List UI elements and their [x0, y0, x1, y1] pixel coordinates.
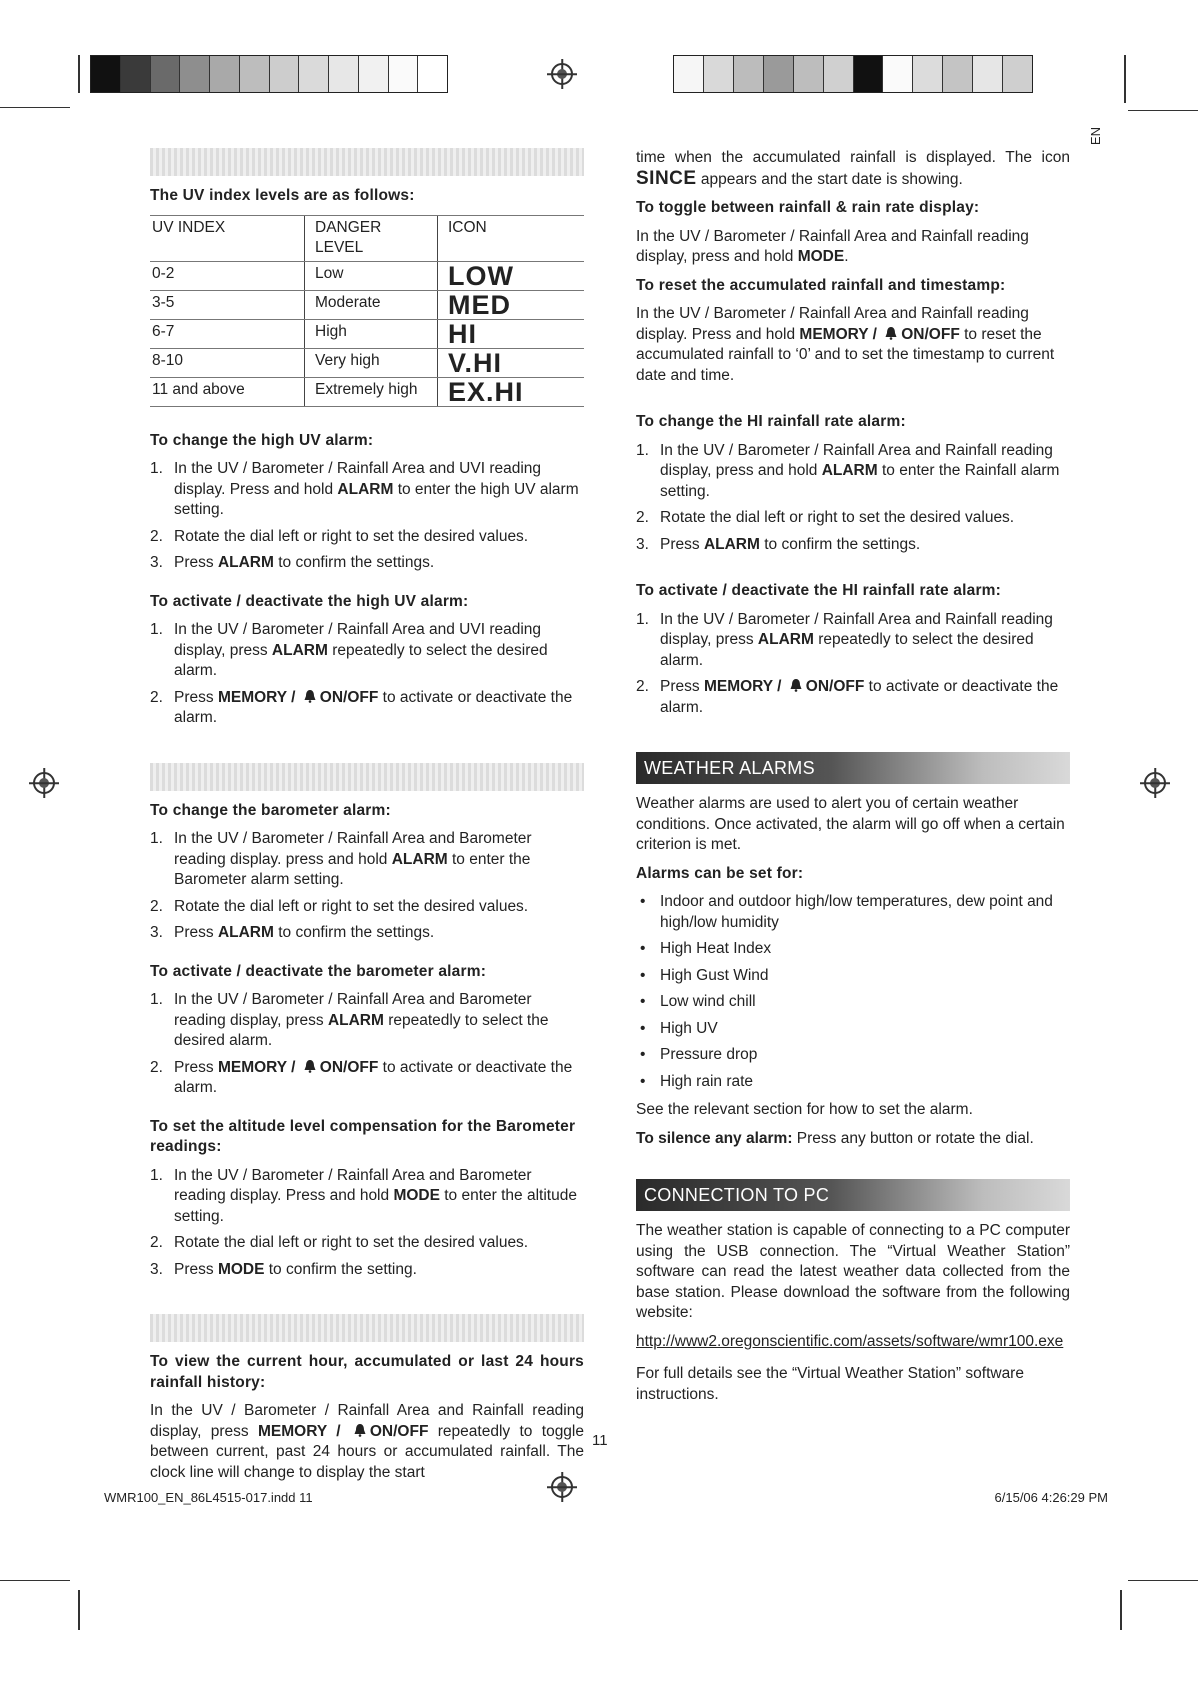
alarms-set-title: Alarms can be set for: — [636, 864, 804, 882]
list-item — [636, 610, 1070, 672]
barometer-section-header — [150, 763, 584, 791]
step-key: ON/OFF — [319, 688, 379, 706]
uv-index-cell: 3-5 — [150, 290, 305, 319]
uv-alarm-title: To change the high UV alarm: — [150, 431, 374, 449]
list-item: • Low wind chill — [636, 992, 1070, 1013]
rain-activate-title: To activate / deactivate the HI rainfall rate alarm: — [636, 582, 1002, 599]
table-row — [150, 377, 584, 406]
uv-index-cell: 11 and above — [150, 377, 305, 406]
step-key: MODE — [217, 1260, 265, 1278]
list-item — [150, 923, 584, 944]
baro-alarm-title: To change the barometer alarm: — [150, 801, 391, 819]
step-key: ALARM — [391, 850, 448, 868]
uv-activate-steps — [150, 620, 584, 729]
list-item — [150, 1058, 584, 1099]
step-number: 1. — [150, 460, 163, 477]
table-header-row — [150, 215, 584, 261]
uv-icon-cell: HI — [438, 319, 585, 348]
step-key: ALARM — [217, 554, 274, 571]
body-text: time when the accumulated rainfall is displayed. The icon — [636, 149, 1070, 166]
step-text: In the UV / Barometer / Rainfall Area and UVI reading display. Press and hold — [174, 460, 542, 498]
list-item — [150, 1166, 584, 1228]
crop-mark — [1128, 110, 1198, 111]
crop-mark — [0, 107, 70, 108]
list-item: • High Heat Index — [636, 939, 1070, 960]
step-text: Press — [174, 924, 218, 941]
uv-icon-cell: LOW — [438, 261, 585, 290]
step-number: 2. — [150, 1234, 163, 1251]
step-text: to activate or deactivate the alarm. — [660, 678, 1059, 716]
uv-index-cell: 0-2 — [150, 261, 305, 290]
step-number: 2. — [150, 688, 163, 706]
body-text: Press any button or rotate the dial. — [792, 1129, 1034, 1147]
step-key: ALARM — [337, 480, 394, 498]
connection-header: CONNECTION TO PC — [636, 1179, 1070, 1211]
step-text: to activate or deactivate the alarm. — [174, 688, 573, 726]
altitude-title: To set the altitude level compensation for the Barometer readings: — [150, 1117, 576, 1155]
uv-icon-cell: EX.HI — [438, 377, 585, 406]
rain-view-title: To view the current hour, accumulated or last 24 hours rainfall history: — [150, 1353, 584, 1391]
alarm-bell-icon — [789, 678, 803, 692]
step-text: to enter the high UV alarm setting. — [174, 480, 579, 518]
list-item: • Indoor and outdoor high/low temperatures, dew point and high/low humidity — [636, 892, 1070, 933]
danger-level-cell: Moderate — [305, 290, 438, 319]
key-label: To silence any alarm: — [636, 1129, 793, 1147]
crop-mark — [78, 55, 80, 93]
key-label: ON/OFF — [901, 325, 960, 343]
registration-strip-right — [673, 55, 1033, 93]
reset-title: To reset the accumulated rainfall and timestamp: — [636, 276, 1006, 294]
full-details: For full details see the “Virtual Weather Station” software instructions. — [636, 1365, 1024, 1403]
uv-activate-title: To activate / deactivate the high UV alarm: — [150, 592, 469, 610]
crop-mark — [1124, 55, 1126, 103]
danger-level-cell: Extremely high — [305, 377, 438, 406]
reset-text — [636, 304, 1070, 386]
step-number: 1. — [636, 610, 649, 628]
registration-mark-right-icon — [1144, 772, 1166, 794]
step-text: In the UV / Barometer / Rainfall Area and Rainfall reading display, press — [660, 610, 1053, 648]
rain-alarm-title: To change the HI rainfall rate alarm: — [636, 413, 906, 430]
step-key: ON/OFF — [805, 678, 865, 695]
software-link[interactable]: http://www2.oregonscientific.com/assets/software/wmr100.exe — [636, 1332, 1064, 1350]
step-number: 1. — [150, 830, 163, 847]
weather-alarms-intro: Weather alarms are used to alert you of certain weather conditions. Once activated, the alarm will go off when a certain criterion is met. — [636, 795, 1065, 853]
step-text: Press — [174, 1260, 218, 1278]
weather-alarms-header: WEATHER ALARMS — [636, 752, 1070, 784]
step-text: to confirm the setting. — [264, 1260, 417, 1278]
uv-icon-cell: MED — [438, 290, 585, 319]
list-item — [636, 508, 1070, 529]
crop-mark — [1128, 1580, 1198, 1581]
key-label: MEMORY / — [799, 325, 882, 343]
step-key: MEMORY / — [217, 688, 300, 706]
footer-date: 6/15/06 4:26:29 PM — [994, 1490, 1108, 1505]
crop-mark — [1120, 1590, 1122, 1630]
step-number: 3. — [150, 924, 163, 941]
step-text: Press — [174, 688, 218, 706]
key-label: MEMORY / — [257, 1422, 350, 1440]
baro-activate-title: To activate / deactivate the barometer alarm: — [150, 962, 487, 980]
list-item — [150, 527, 584, 548]
step-text: Press — [174, 554, 218, 571]
silence-text — [636, 1129, 1070, 1150]
step-text: to enter the altitude setting. — [174, 1187, 577, 1225]
table-row — [150, 261, 584, 290]
step-key: ALARM — [271, 641, 328, 659]
body-text: In the UV / Barometer / Rainfall Area and Rainfall reading display. Press and hold — [636, 305, 1029, 343]
step-key: ON/OFF — [319, 1058, 379, 1076]
step-text: Press — [660, 678, 704, 695]
rainfall-section-header — [150, 1314, 584, 1342]
key-label: MODE — [797, 248, 845, 265]
page-number: 11 — [592, 1432, 608, 1449]
crop-mark — [78, 1590, 80, 1630]
step-number: 2. — [150, 897, 163, 915]
body-text: In the UV / Barometer / Rainfall Area and Rainfall reading display, press and hold — [636, 227, 1029, 265]
left-column — [150, 148, 584, 1491]
alarm-bell-icon — [303, 689, 317, 703]
step-number: 1. — [150, 1166, 163, 1184]
step-text: Rotate the dial left or right to set the desired values. — [660, 509, 1015, 526]
step-text: to activate or deactivate the alarm. — [174, 1058, 573, 1096]
list-item — [150, 620, 584, 682]
step-text: repeatedly to select the desired alarm. — [174, 641, 548, 679]
step-text: Rotate the dial left or right to set the desired values. — [174, 1234, 529, 1251]
uv-index-cell: 6-7 — [150, 319, 305, 348]
uv-section-header — [150, 148, 584, 176]
list-item — [636, 677, 1070, 718]
danger-level-cell: Very high — [305, 348, 438, 377]
step-key: ALARM — [327, 1011, 384, 1029]
list-item: • High rain rate — [636, 1072, 1070, 1093]
step-number: 3. — [150, 554, 163, 571]
list-item — [636, 441, 1070, 503]
step-key: MODE — [393, 1187, 440, 1204]
baro-activate-steps — [150, 990, 584, 1099]
body-text: In the UV / Barometer / Rainfall Area and Rainfall reading display, press — [150, 1402, 584, 1440]
toggle-title: To toggle between rainfall & rain rate display: — [636, 199, 980, 216]
registration-mark-top-icon — [551, 63, 573, 85]
step-text: Rotate the dial left or right to set the desired values. — [174, 527, 529, 545]
uv-intro: The UV index levels are as follows: — [150, 187, 415, 204]
uv-index-cell: 8-10 — [150, 348, 305, 377]
step-number: 2. — [636, 678, 649, 695]
step-number: 2. — [636, 509, 649, 526]
table-header: DANGER LEVEL — [305, 215, 438, 261]
table-row — [150, 290, 584, 319]
list-item — [150, 990, 584, 1052]
step-number: 1. — [150, 991, 163, 1008]
language-tab: EN — [1088, 127, 1103, 146]
list-item — [150, 829, 584, 891]
body-text: . — [844, 248, 849, 265]
list-item — [636, 535, 1070, 556]
table-row — [150, 319, 584, 348]
list-item — [150, 553, 584, 574]
step-key: MEMORY / — [217, 1058, 300, 1076]
uv-index-table — [150, 215, 584, 407]
see-relevant: See the relevant section for how to set the alarm. — [636, 1101, 973, 1118]
table-row — [150, 348, 584, 377]
step-number: 3. — [150, 1260, 163, 1278]
registration-mark-left-icon — [33, 772, 55, 794]
crop-mark — [0, 1580, 70, 1581]
table-header: UV INDEX — [150, 215, 305, 261]
continued-text — [636, 148, 1070, 190]
key-label: ON/OFF — [369, 1422, 429, 1440]
rain-view-text — [150, 1401, 584, 1483]
step-key: ALARM — [217, 924, 274, 941]
rain-alarm-steps — [636, 441, 1070, 556]
alarm-bell-icon — [884, 326, 898, 340]
rain-activate-steps — [636, 610, 1070, 719]
step-text: Press — [174, 1058, 218, 1076]
alarm-bell-icon — [353, 1423, 367, 1437]
baro-alarm-steps — [150, 829, 584, 944]
step-key: ALARM — [703, 535, 760, 553]
step-text: to confirm the settings. — [273, 924, 435, 941]
list-item — [150, 1260, 584, 1281]
step-number: 2. — [150, 527, 163, 545]
step-text: In the UV / Barometer / Rainfall Area and Barometer reading display. Press and hold — [174, 1166, 532, 1204]
danger-level-cell: Low — [305, 261, 438, 290]
alarm-bell-icon — [303, 1059, 317, 1073]
step-key: ALARM — [757, 631, 814, 648]
step-number: 1. — [150, 621, 163, 638]
alarms-list — [636, 892, 1070, 1092]
step-text: to confirm the settings. — [273, 554, 435, 571]
footer-file: WMR100_EN_86L4515-017.indd 11 — [104, 1490, 313, 1505]
uv-icon-cell: V.HI — [438, 348, 585, 377]
list-item: • Pressure drop — [636, 1045, 1070, 1066]
step-text: In the UV / Barometer / Rainfall Area and UVI reading display, press — [174, 621, 542, 659]
step-number: 3. — [636, 535, 649, 553]
step-text: Press — [660, 535, 704, 553]
table-header: ICON — [438, 215, 585, 261]
body-text: appears and the start date is showing. — [696, 170, 963, 188]
toggle-text — [636, 227, 1070, 268]
connection-text: The weather station is capable of connecting to a PC computer using the USB connection. The “Virtual Weather Station” software can read the latest weather data collected from the base station. Please download the software from the following website: — [636, 1222, 1070, 1321]
step-key: MEMORY / — [703, 678, 786, 695]
uv-alarm-steps — [150, 459, 584, 574]
registration-strip-left — [90, 55, 448, 93]
step-number: 2. — [150, 1058, 163, 1076]
step-text: repeatedly to select the desired alarm. — [660, 631, 1034, 669]
list-item: • High Gust Wind — [636, 966, 1070, 987]
list-item — [150, 459, 584, 521]
list-item — [150, 688, 584, 729]
step-text: Rotate the dial left or right to set the desired values. — [174, 897, 529, 915]
list-item: • High UV — [636, 1019, 1070, 1040]
step-number: 1. — [636, 441, 649, 459]
step-text: to enter the Rainfall alarm setting. — [660, 462, 1060, 500]
since-icon-label: SINCE — [636, 167, 697, 189]
step-text: In the UV / Barometer / Rainfall Area and Barometer reading display. press and hold — [174, 830, 532, 868]
list-item — [150, 1233, 584, 1254]
right-column — [636, 148, 1070, 1413]
altitude-steps — [150, 1166, 584, 1281]
step-text: In the UV / Barometer / Rainfall Area and Rainfall reading display, press and hold — [660, 441, 1053, 479]
step-key: ALARM — [821, 462, 878, 479]
body-text: repeatedly to toggle between current, past 24 hours or accumulated rainfall. The clock line will change to display the start — [150, 1422, 584, 1481]
step-text: to confirm the settings. — [759, 535, 921, 553]
step-text: repeatedly to select the desired alarm. — [174, 1011, 549, 1049]
danger-level-cell: High — [305, 319, 438, 348]
step-text: In the UV / Barometer / Rainfall Area and Barometer reading display, press — [174, 991, 532, 1029]
step-text: to enter the Barometer alarm setting. — [174, 850, 531, 888]
body-text: to reset the accumulated rainfall to ‘0’ and to set the timestamp to current date and time. — [636, 325, 1055, 384]
list-item — [150, 897, 584, 918]
